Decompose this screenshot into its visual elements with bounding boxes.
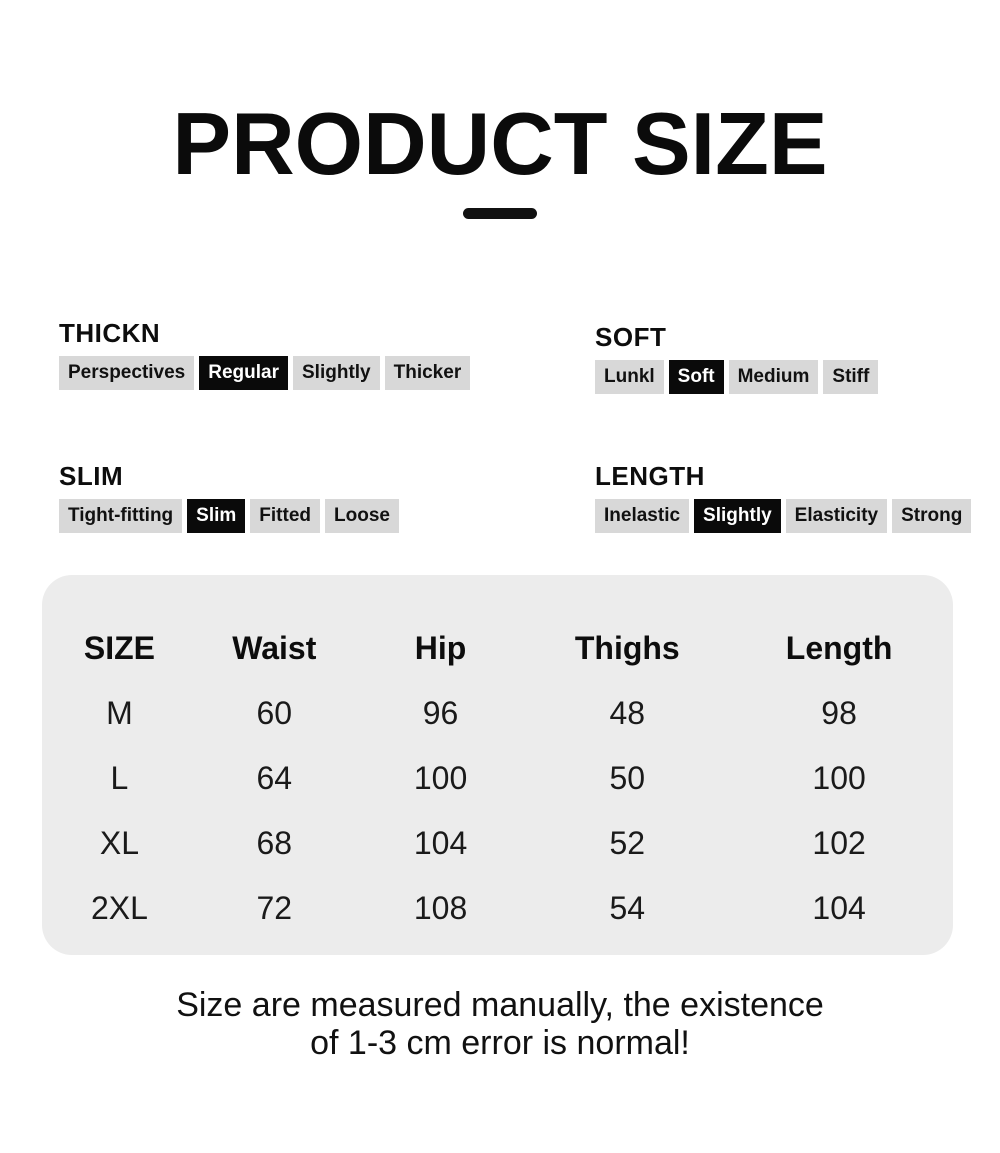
page-title: PRODUCT SIZE <box>172 94 828 193</box>
table-cell: 54 <box>609 890 646 926</box>
table-cell: 108 <box>413 890 468 926</box>
elasticity-options <box>595 499 971 533</box>
thickness-option-regular[interactable]: Regular <box>199 356 288 390</box>
attribute-group-elasticity <box>595 461 971 533</box>
size-label-l: L <box>110 760 129 796</box>
footer-note <box>0 986 1000 1062</box>
column-header-thighs: Thighs <box>574 629 680 666</box>
softness-option-soft[interactable]: Soft <box>669 360 724 394</box>
title-underline-dash <box>463 208 537 219</box>
table-cell: 52 <box>609 825 646 861</box>
table-cell: 64 <box>256 760 293 796</box>
table-cell: 60 <box>256 695 293 731</box>
table-cell: 104 <box>812 890 866 926</box>
thickness-label: THICKN <box>59 318 161 348</box>
size-table <box>42 575 953 941</box>
table-cell: 104 <box>413 825 468 861</box>
thickness-options <box>59 356 470 390</box>
table-cell: 100 <box>413 760 468 796</box>
footer-line-1: Size are measured manually, the existence <box>176 986 824 1024</box>
fit-option-loose[interactable]: Loose <box>325 499 399 533</box>
size-label-m: M <box>106 695 133 731</box>
softness-label: SOFT <box>595 322 667 352</box>
table-cell: 68 <box>256 825 293 861</box>
elasticity-option-inelastic[interactable]: Inelastic <box>595 499 689 533</box>
column-header-length: Length <box>785 629 893 666</box>
table-cell: 98 <box>821 695 857 731</box>
thickness-option-thicker[interactable]: Thicker <box>385 356 471 390</box>
column-header-hip: Hip <box>414 629 467 666</box>
column-header-waist: Waist <box>232 629 317 666</box>
elasticity-label: LENGTH <box>595 461 705 491</box>
table-cell: 48 <box>609 695 646 731</box>
thickness-option-perspectives[interactable]: Perspectives <box>59 356 194 390</box>
size-table-panel <box>42 575 953 955</box>
softness-option-medium[interactable]: Medium <box>729 360 819 394</box>
fit-option-tight-fitting[interactable]: Tight-fitting <box>59 499 182 533</box>
softness-option-lunkl[interactable]: Lunkl <box>595 360 664 394</box>
elasticity-option-elasticity[interactable]: Elasticity <box>786 499 887 533</box>
elasticity-option-strong[interactable]: Strong <box>892 499 971 533</box>
attribute-group-fit <box>59 461 399 533</box>
elasticity-option-slightly[interactable]: Slightly <box>694 499 781 533</box>
table-cell: 102 <box>812 825 866 861</box>
table-cell: 96 <box>422 695 459 731</box>
table-cell: 72 <box>256 890 293 926</box>
fit-label: SLIM <box>59 461 124 491</box>
thickness-option-slightly[interactable]: Slightly <box>293 356 380 390</box>
softness-option-stiff[interactable]: Stiff <box>823 360 878 394</box>
column-header-size: SIZE <box>83 629 155 666</box>
table-cell: 100 <box>812 760 866 796</box>
size-label-2xl: 2XL <box>90 890 148 926</box>
table-cell: 50 <box>609 760 646 796</box>
fit-options <box>59 499 399 533</box>
footer-line-2: of 1-3 cm error is normal! <box>310 1024 690 1062</box>
size-label-xl: XL <box>99 825 139 861</box>
fit-option-fitted[interactable]: Fitted <box>250 499 320 533</box>
fit-option-slim[interactable]: Slim <box>187 499 245 533</box>
attribute-group-softness <box>595 322 878 394</box>
softness-options <box>595 360 878 394</box>
attribute-group-thickness <box>59 318 470 390</box>
